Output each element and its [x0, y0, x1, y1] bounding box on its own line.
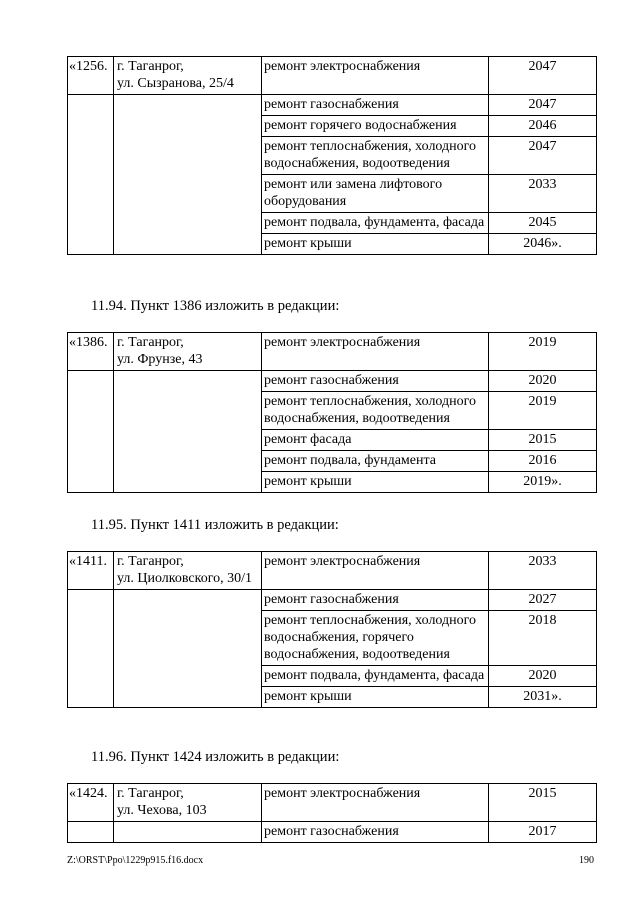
year: 2019: [489, 333, 597, 371]
work-type: ремонт газоснабжения: [262, 95, 489, 116]
year: 2018: [489, 611, 597, 666]
work-type: ремонт фасада: [262, 430, 489, 451]
year: 2031».: [489, 687, 597, 708]
work-type: ремонт газоснабжения: [262, 590, 489, 611]
address-street: ул. Сызранова, 25/4: [117, 76, 234, 91]
year: 2027: [489, 590, 597, 611]
work-type: ремонт или замена лифтового оборудования: [262, 175, 489, 213]
year: 2047: [489, 95, 597, 116]
year: 2015: [489, 430, 597, 451]
year: 2017: [489, 822, 597, 843]
address-street: ул. Чехова, 103: [117, 803, 207, 818]
year: 2019: [489, 392, 597, 430]
work-type: ремонт крыши: [262, 687, 489, 708]
work-type: ремонт подвала, фундамента, фасада: [262, 213, 489, 234]
table-item-1256: [67, 56, 597, 255]
item-number: «1256.: [68, 57, 114, 95]
year: 2016: [489, 451, 597, 472]
work-type: ремонт электроснабжения: [262, 57, 489, 95]
year: 2047: [489, 137, 597, 175]
footer-page-number: 190: [579, 855, 594, 866]
year: 2047: [489, 57, 597, 95]
year: 2019».: [489, 472, 597, 493]
work-type: ремонт теплоснабжения, холодного водоснабжения, горячего водоснабжения, водоотведения: [262, 611, 489, 666]
address: [114, 57, 262, 95]
address: [114, 552, 262, 590]
address-city: г. Таганрог,: [117, 786, 184, 801]
year: 2045: [489, 213, 597, 234]
item-number: «1386.: [68, 333, 114, 371]
year: 2015: [489, 784, 597, 822]
work-type: ремонт теплоснабжения, холодного водоснабжения, водоотведения: [262, 392, 489, 430]
table-item-1411: [67, 551, 597, 708]
work-type: ремонт подвала, фундамента: [262, 451, 489, 472]
table-item-1386: [67, 332, 597, 493]
year: 2033: [489, 175, 597, 213]
address: [114, 784, 262, 822]
address-city: г. Таганрог,: [117, 335, 184, 350]
work-type: ремонт электроснабжения: [262, 784, 489, 822]
year: 2020: [489, 666, 597, 687]
year: 2046: [489, 116, 597, 137]
year: 2046».: [489, 234, 597, 255]
work-type: ремонт газоснабжения: [262, 822, 489, 843]
footer-file-path: Z:\ORST\Ppo\1229p915.f16.docx: [67, 855, 204, 866]
section-heading: 11.94. Пункт 1386 изложить в редакции:: [91, 298, 340, 314]
work-type: ремонт крыши: [262, 472, 489, 493]
address-city: г. Таганрог,: [117, 59, 184, 74]
address-city: г. Таганрог,: [117, 554, 184, 569]
section-heading: 11.96. Пункт 1424 изложить в редакции:: [91, 749, 340, 765]
address-street: ул. Фрунзе, 43: [117, 352, 203, 367]
work-type: ремонт газоснабжения: [262, 371, 489, 392]
item-number: «1424.: [68, 784, 114, 822]
year: 2020: [489, 371, 597, 392]
work-type: ремонт подвала, фундамента, фасада: [262, 666, 489, 687]
work-type: ремонт электроснабжения: [262, 552, 489, 590]
work-type: ремонт электроснабжения: [262, 333, 489, 371]
address-street: ул. Циолковского, 30/1: [117, 571, 252, 586]
table-item-1424: [67, 783, 597, 843]
work-type: ремонт теплоснабжения, холодного водоснабжения, водоотведения: [262, 137, 489, 175]
address: [114, 333, 262, 371]
work-type: ремонт крыши: [262, 234, 489, 255]
work-type: ремонт горячего водоснабжения: [262, 116, 489, 137]
item-number: «1411.: [68, 552, 114, 590]
year: 2033: [489, 552, 597, 590]
section-heading: 11.95. Пункт 1411 изложить в редакции:: [91, 517, 339, 533]
